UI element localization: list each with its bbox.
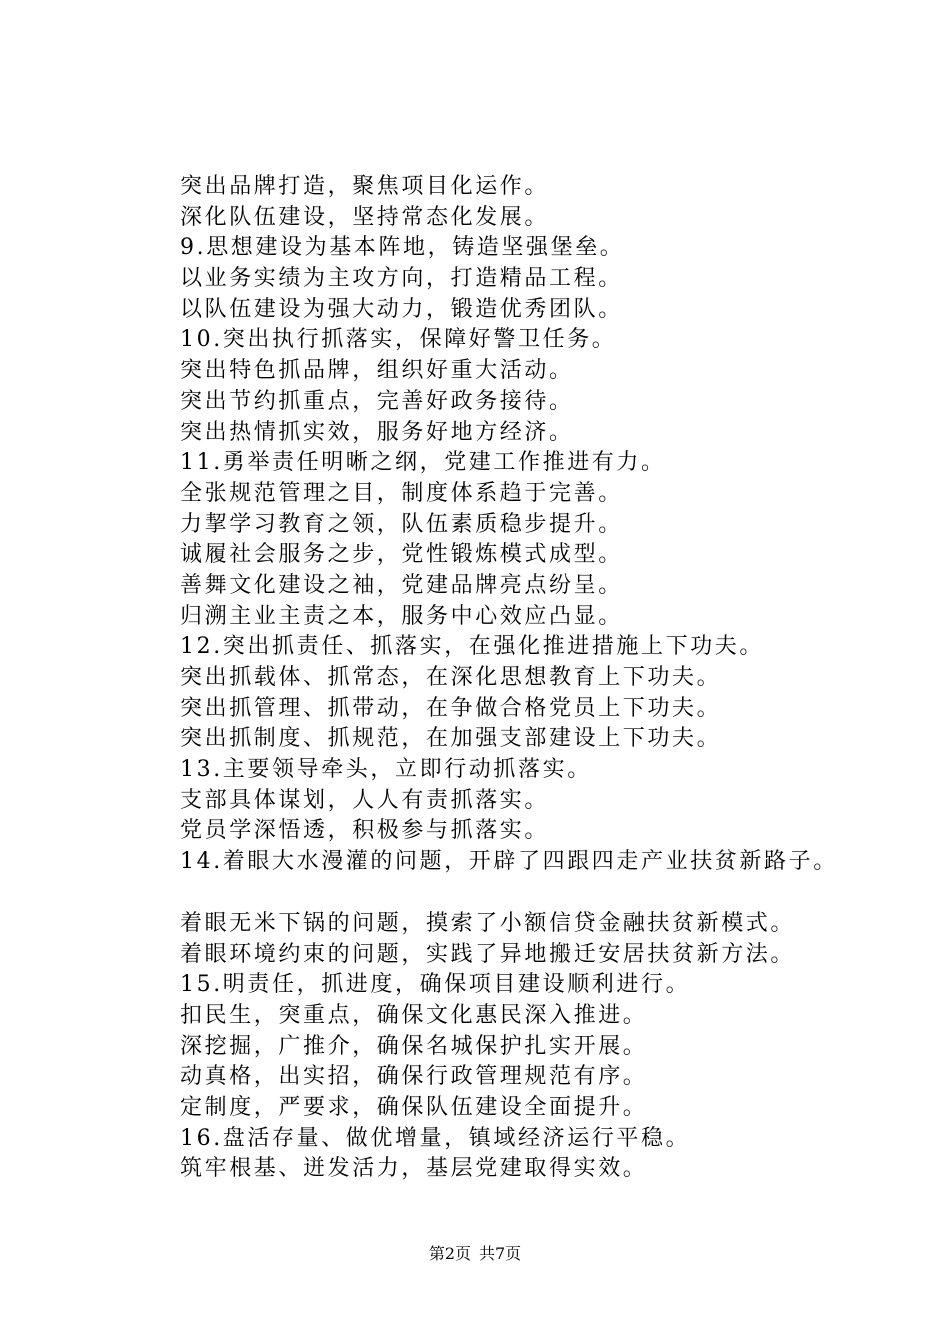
text-line: 诚履社会服务之步，党性锻炼模式成型。 — [180, 542, 623, 568]
text-line: 归溯主业主责之本，服务中心效应凸显。 — [180, 603, 623, 629]
text-line: 以业务实绩为主攻方向，打造精品工程。 — [180, 266, 623, 292]
text-line: 定制度，严要求，确保队伍建设全面提升。 — [180, 1094, 648, 1120]
text-line: 力挈学习教育之领，队伍素质稳步提升。 — [180, 511, 623, 537]
text-line: 突出抓制度、抓规范，在加强支部建设上下功夫。 — [180, 726, 722, 752]
text-line: 扣民生，突重点，确保文化惠民深入推进。 — [180, 1002, 648, 1028]
text-line: 善舞文化建设之袖，党建品牌亮点纷呈。 — [180, 572, 623, 598]
text-line: 突出品牌打造，聚焦项目化运作。 — [180, 174, 550, 199]
text-line: 全张规范管理之目，制度体系趋于完善。 — [180, 480, 623, 506]
text-line: 突出热情抓实效，服务好地方经济。 — [180, 419, 574, 445]
text-line: 突出抓载体、抓常态，在深化思想教育上下功夫。 — [180, 665, 722, 690]
text-line: 着眼无米下锅的问题，摸索了小额信贷金融扶贫新模式。 — [180, 910, 796, 936]
text-line: 支部具体谋划，人人有责抓落实。 — [180, 787, 550, 813]
text-line: 以队伍建设为强大动力，锻造优秀团队。 — [180, 296, 623, 322]
text-line: 着眼环境约束的问题，实践了异地搬迁安居扶贫新方法。 — [180, 941, 796, 967]
text-line: 深挖掘，广推介，确保名城保护扎实开展。 — [180, 1033, 648, 1059]
text-line: 筑牢根基、迸发活力，基层党建取得实效。 — [180, 1156, 648, 1182]
text-line: 突出特色抓品牌，组织好重大活动。 — [180, 358, 574, 384]
text-line: 深化队伍建设，坚持常态化发展。 — [180, 204, 550, 230]
text-line: 14.着眼大水漫灌的问题，开辟了四跟四走产业扶贫新路子。 — [180, 849, 838, 875]
text-line: 动真格，出实招，确保行政管理规范有序。 — [180, 1064, 648, 1090]
text-line: 13.主要领导牵头，立即行动抓落实。 — [180, 757, 592, 783]
text-line: 突出抓管理、抓带动，在争做合格党员上下功夫。 — [180, 695, 722, 721]
text-line: 9.思想建设为基本阵地，铸造坚强堡垒。 — [180, 235, 625, 261]
page-total: 共7页 — [479, 1244, 522, 1263]
text-line: 11.勇举责任明晰之纲，党建工作推进有力。 — [180, 450, 666, 476]
text-line: 16.盘活存量、做优增量，镇域经济运行平稳。 — [180, 1125, 691, 1151]
text-line: 12.突出抓责任、抓落实，在强化推进措施上下功夫。 — [180, 634, 764, 660]
document-body — [180, 172, 920, 1185]
page-number: 第2页 — [428, 1244, 471, 1263]
text-line: 10.突出执行抓落实，保障好警卫任务。 — [180, 327, 617, 353]
text-line: 15.明责任，抓进度，确保项目建设顺利进行。 — [180, 972, 691, 998]
page-footer — [0, 1243, 950, 1265]
text-line: 党员学深悟透，积极参与抓落实。 — [180, 818, 550, 844]
text-line: 突出节约抓重点，完善好政务接待。 — [180, 388, 574, 414]
